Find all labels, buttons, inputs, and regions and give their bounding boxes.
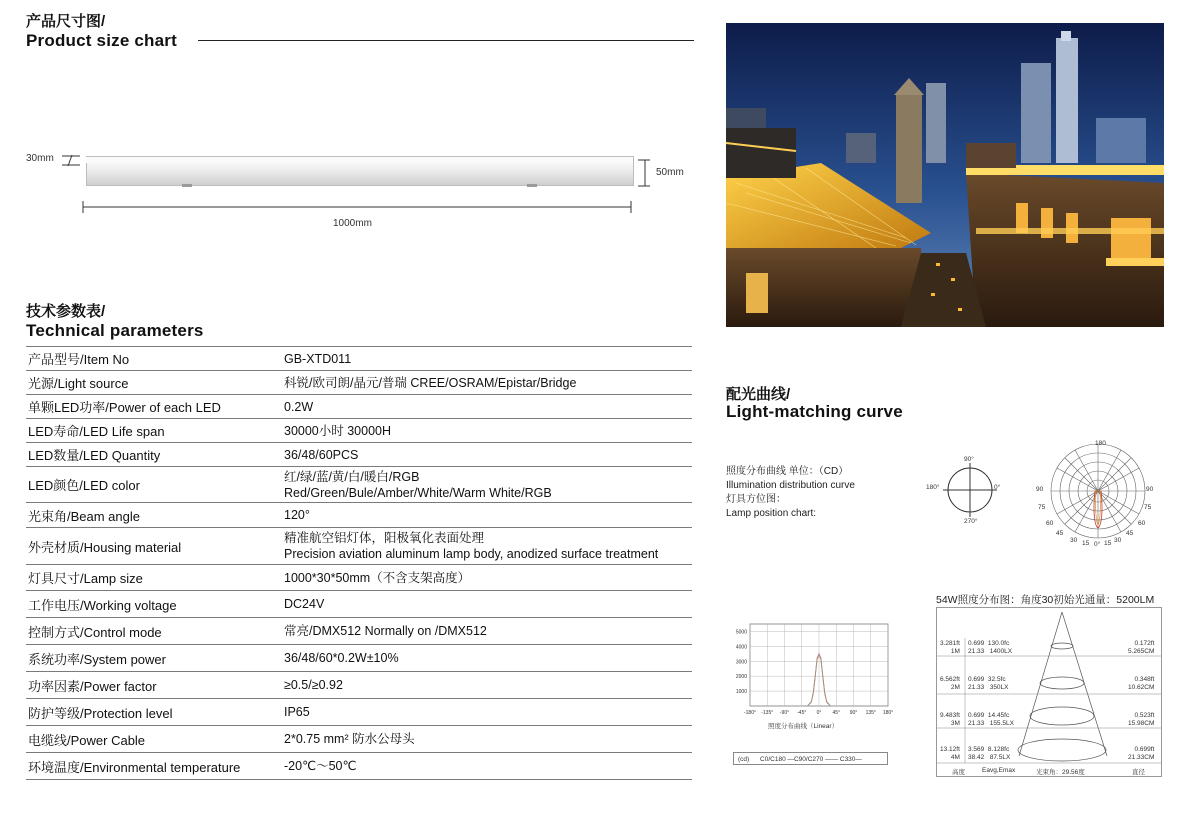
lamp-bracket-right [527,184,537,187]
linear-legend: (cd) C0/C180 —C90/C270 —— C330— [733,752,888,765]
x-tick-label: 135° [865,710,876,716]
tech-key: 工作电压/Working voltage [28,597,177,613]
info-line: Illumination distribution curve [726,480,855,491]
tech-key: 产品型号/Item No [28,352,130,367]
tech-value: 2*0.75 mm² 防水公母头 [284,732,415,746]
illum-col-diameter: 直径 [1132,769,1145,776]
x-tick-label: 0° [816,710,822,716]
tech-row [26,371,692,395]
tech-key: 灯具尺寸/Lamp size [28,571,143,586]
tech-row [26,395,692,419]
tech-key: 系统功率/System power [28,651,166,667]
tech-value: 常亮/DMX512 Normally on /DMX512 [284,624,487,638]
tech-title-cn: 技术参数表/ [26,303,106,320]
tech-row [26,726,692,753]
illum-diameter: 0.348ft 10.62CM [1128,676,1155,691]
x-tick-label: -90° [779,710,790,716]
y-tick-label: 1000 [735,689,747,696]
dim-height-marker [60,152,86,174]
dim-height-label: 30mm [26,153,54,164]
illum-values: 0.699 130.0fc 21.33 1400LX [968,640,1013,655]
tech-row [26,672,692,699]
tech-key: 控制方式/Control mode [28,624,162,640]
dim-depth-label: 50mm [656,167,684,178]
illum-values: 0.699 32.5fc 21.33 350LX [968,676,1009,691]
polar-label: 15 [1104,540,1112,547]
dim-length-label: 1000mm [333,218,372,229]
tech-table [26,346,692,780]
tech-row [26,645,692,672]
info-line: Lamp position chart: [726,508,817,519]
application-photo [726,23,1164,327]
tech-value: 120° [284,508,310,522]
y-tick-label: 3000 [735,659,747,666]
polar-label: 30 [1070,537,1078,544]
tech-row [26,443,692,467]
tech-key: LED寿命/LED Life span [28,424,165,439]
tech-key: 电缆线/Power Cable [28,732,146,748]
tech-title-en: Technical parameters [26,321,204,340]
tech-key: 功率因素/Power factor [28,678,157,694]
curve-title-en: Light-matching curve [726,402,903,421]
polar-label: 15 [1082,540,1090,547]
polar-label: 0° [1094,541,1101,548]
x-tick-label: 180° [882,710,894,716]
polar-label: 90 [1146,486,1154,493]
y-tick-label: 2000 [735,674,747,681]
tech-value: GB-XTD011 [284,351,352,366]
illum-title: 54W照度分布图：角度30初始光通量：5200LM [936,594,1155,606]
illum-height: 13.12ft 4M [940,746,960,761]
illum-col-height: 高度 [952,769,965,776]
tech-row [26,467,692,503]
x-tick-label: -45° [797,710,807,716]
tech-value: 红/绿/蓝/黄/白/暖白/RGB Red/Green/Bule/Amber/White/Warm White/RGB [284,469,552,500]
x-tick-label: 90° [849,710,858,716]
tech-value: 36/48/60*0.2W±10% [284,651,399,665]
linear-caption: 照度分布曲线（Linear） [768,723,839,730]
polar-label: 30 [1114,537,1122,544]
tech-value: 36/48/60PCS [284,447,359,462]
illum-height: 9.483ft 3M [940,712,960,727]
info-line: 照度分布曲线 单位：（CD） [726,466,849,477]
curve-info [726,465,855,521]
polar-label: 90 [1036,486,1044,493]
tech-key: LED颜色/LED color [28,478,140,493]
polar-label: 60 [1046,520,1054,527]
tech-row [26,699,692,726]
x-tick-label: -135° [761,710,774,716]
polar-label: 75 [1144,504,1152,511]
y-tick-label: 4000 [735,644,747,651]
tech-value: 精准航空铝灯体，阳极氧化表面处理 Precision aviation aluminum lamp body, anodized surface treatment [284,531,659,561]
x-tick-label: 45° [832,710,841,716]
tech-value: IP65 [284,705,310,719]
polar-label: 75 [1038,504,1046,511]
tech-key: 光束角/Beam angle [28,508,140,524]
illum-diameter: 0.699ft 21.33CM [1128,746,1155,761]
tech-key: 光源/Light source [28,376,129,391]
tech-row [26,346,692,371]
product-size-title-en: Product size chart [26,31,177,50]
illum-diameter: 0.523ft 15.98CM [1128,712,1155,727]
polar-label: 45 [1056,530,1064,537]
tech-row [26,565,692,591]
lamp-highlight [86,157,632,163]
tech-value: 30000小时 30000H [284,423,392,438]
tech-value: 0.2W [284,399,314,414]
pos-label-90: 90° [964,456,974,463]
illum-values: 3.569 8.128fc 38.42 87.5LX [968,746,1011,761]
tech-key: 防护等级/Protection level [28,705,173,721]
tech-key: 外壳材质/Housing material [28,539,182,555]
illum-col-eavg: Eavg,Emax [982,767,1016,774]
tech-row [26,591,692,618]
illum-height: 3.281ft 1M [940,640,960,655]
tech-key: LED数量/LED Quantity [28,448,161,463]
curve-title-cn: 配光曲线/ [726,386,791,403]
x-tick-label: -180° [743,710,757,716]
tech-value: 1000*30*50mm（不含支架高度） [284,570,471,585]
illum-diameter: 0.172ft 5.265CM [1128,640,1155,655]
tech-value: 科锐/欧司朗/晶元/普瑞 CREE/OSRAM/Epistar/Bridge [284,375,577,390]
illum-col-beam: 光束角：29.56度 [1036,769,1085,776]
tech-key: 环境温度/Environmental temperature [28,759,241,775]
polar-label: 45 [1126,530,1134,537]
tech-value: DC24V [284,597,325,611]
tech-key: 单颗LED功率/Power of each LED [28,400,221,415]
tech-row [26,503,692,528]
title-rule [198,40,694,41]
pos-label-270: 270° [964,518,978,525]
product-size-title-cn: 产品尺寸图/ [26,13,106,30]
pos-label-180: 180° [926,484,940,491]
y-tick-label: 5000 [735,629,747,636]
info-line: 灯具方位图： [726,494,786,505]
linear-distribution-chart [726,618,904,736]
tech-row [26,753,692,780]
dim-length-marker [80,200,636,214]
illum-height: 6.562ft 2M [940,676,960,691]
lamp-bracket-left [182,184,192,187]
lamp-position-diagram [940,460,1000,520]
dim-depth-marker [636,158,656,188]
tech-row [26,618,692,645]
pos-label-0: 0° [994,484,1001,491]
illum-values: 0.699 14.45fc 21.33 155.5LX [968,712,1014,727]
tech-row [26,528,692,565]
tech-row [26,419,692,443]
tech-value: -20℃～50℃ [284,759,357,773]
tech-value: ≥0.5/≥0.92 [284,678,343,692]
polar-label: 180 [1095,440,1106,447]
polar-label: 60 [1138,520,1146,527]
